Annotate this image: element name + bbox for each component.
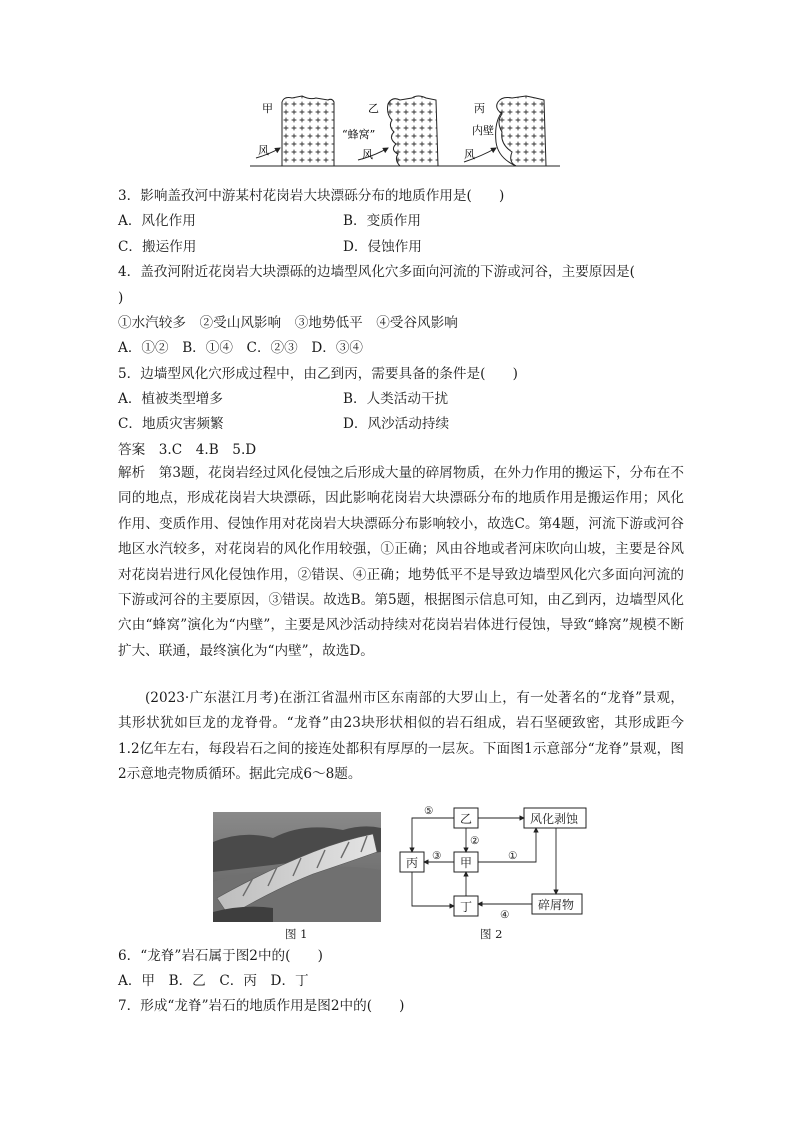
wind-label-2: 风	[362, 148, 373, 161]
question-5-stem: 5．边墙型风化穴形成过程中，由乙到丙，需要具备的条件是( )	[118, 366, 518, 382]
q3-option-a[interactable]: A．风化作用	[118, 213, 196, 229]
q5-option-d[interactable]: D．风沙活动持续	[343, 416, 450, 432]
question-4-items: ①水汽较多 ②受山风影响 ③地势低平 ④受谷风影响	[118, 315, 458, 331]
arrow-label-2: ②	[470, 835, 480, 847]
box-yi: 乙	[460, 812, 473, 826]
rock-block-bing	[497, 96, 546, 166]
rock-cycle-diagram	[396, 804, 592, 922]
wind-label-3: 风	[464, 148, 475, 161]
honeycomb-label: “蜂窝”	[342, 128, 376, 141]
arrow-label-3: ③	[432, 850, 442, 862]
q3-option-b[interactable]: B．变质作用	[343, 213, 421, 229]
question-4-stem-end: )	[118, 290, 124, 306]
label-yi: 乙	[368, 102, 379, 115]
q3-option-c[interactable]: C．搬运作用	[118, 239, 197, 255]
arrow-label-4: ④	[500, 909, 510, 921]
q3-option-d[interactable]: D．侵蚀作用	[343, 239, 422, 255]
rock-block-yi	[388, 96, 439, 166]
label-bing: 丙	[474, 102, 485, 115]
box-ding: 丁	[460, 900, 473, 914]
q6-options[interactable]: A．甲 B．乙 C．丙 D．丁	[118, 973, 309, 989]
box-weathering: 风化剥蚀	[530, 812, 579, 826]
q5-option-b[interactable]: B．人类活动干扰	[343, 391, 449, 407]
inner-wall-label: 内壁	[472, 124, 494, 137]
arrow-label-1: ①	[508, 850, 518, 862]
dragon-ridge-photo	[213, 812, 381, 922]
box-debris: 碎屑物	[538, 898, 575, 912]
box-bing: 丙	[406, 856, 419, 870]
question-3-stem: 3．影响盖孜河中游某村花岗岩大块漂砾分布的地质作用是( )	[118, 188, 505, 204]
answer-line: 答案 3.C 4.B 5.D	[118, 442, 257, 458]
question-7-stem: 7．形成“龙脊”岩石的地质作用是图2中的( )	[118, 998, 405, 1014]
label-jia: 甲	[262, 102, 273, 115]
analysis-paragraph: 解析 第3题，花岗岩经过风化侵蚀之后形成大量的碎屑物质，在外力作用的搬运下，分布在不同的地点，形成花岗岩大块漂砾，因此影响花岗岩大块漂砾分布的地质作用是搬运作用；风化作用、变质作用、侵蚀作用对花岗岩大块漂砾分布影响较小，故选C。第4题，河流下游或河谷地区水汽较多，对花岗岩的风化作用较强，①正确；风由谷地或者河床吹向山坡，主要是谷风对花岗岩进行风化侵蚀作用，②错误、④正确；地势低平不是导致边墙型风化穴多面向河流的下游或河谷的主要原因，③错误。故选B。第5题，根据图示信息可知，由乙到丙，边墙型风化穴由“蜂窝”演化为“内壁”，主要是风沙活动持续对花岗岩岩体进行侵蚀，导致“蜂窝”规模不断扩大、联通，最终演化为“内壁”，故选D。	[118, 465, 684, 659]
passage-paragraph: (2023·广东湛江月考)在浙江省温州市区东南部的大罗山上，有一处著名的“龙脊”景观，其形状犹如巨龙的龙脊骨。“龙脊”由23块形状相似的岩石组成，岩石坚硬致密，其形成距今1.2亿年左右，每段岩石之间的接连处都积有厚厚的一层灰。下面图1示意部分“龙脊”景观，图2示意地壳物质循环。据此完成6～8题。	[118, 690, 684, 783]
rock-weathering-figure	[250, 92, 560, 170]
arrow-label-5: ⑤	[424, 805, 434, 817]
box-jia: 甲	[460, 856, 473, 870]
figure-2-caption: 图 2	[480, 927, 503, 941]
question-6-stem: 6．“龙脊”岩石属于图2中的( )	[118, 948, 323, 964]
q4-options[interactable]: A．①② B．①④ C．②③ D．③④	[118, 340, 364, 356]
rock-block-jia	[282, 96, 334, 166]
wind-label-1: 风	[258, 144, 269, 157]
q5-option-c[interactable]: C．地质灾害频繁	[118, 416, 224, 432]
question-4-stem: 4．盖孜河附近花岗岩大块漂砾的边墙型风化穴多面向河流的下游或河谷，主要原因是(	[118, 264, 635, 280]
figure-1-caption: 图 1	[285, 927, 308, 941]
q5-option-a[interactable]: A．植被类型增多	[118, 391, 223, 407]
